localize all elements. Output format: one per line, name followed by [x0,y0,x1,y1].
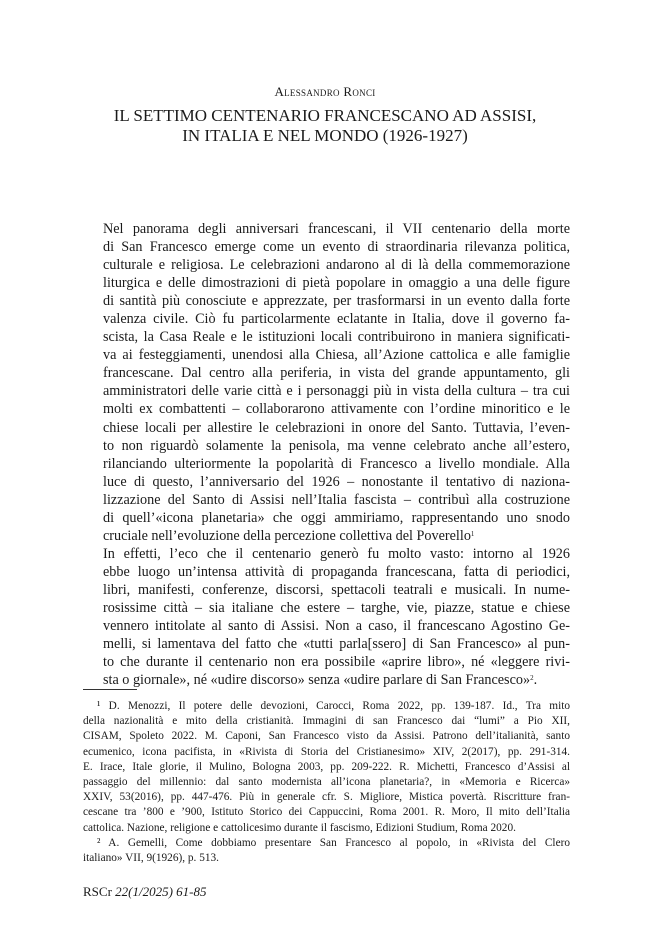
paragraph-line: scista, la Casa Reale e le istituzioni locali contribuirono in maniera significati- [103,329,570,346]
article-body [83,220,570,689]
title-line-1: IL SETTIMO CENTENARIO FRANCESCANO AD ASSISI, [113,106,537,125]
footnote-line: XXIV, 53(2016), pp. 447-476. Più in generale cfr. S. Migliore, Mistica povertà. Riscritture fran- [83,791,570,804]
paragraph-line: libri, manifesti, conferenze, discorsi, spettacoli teatrali e musicali. In nume- [103,581,570,598]
journal-abbrev: RSCr [83,884,112,899]
paragraph-line: molti ex combattenti – collaborarono attivamente con l’ordine minoritico e le [103,401,570,418]
article-title [60,106,590,146]
paragraph-line: rilanciando ulteriormente la popolarità di Francesco a livello mondiale. Alla [103,455,570,472]
paragraph-line: to che durante il centenario non era possibile «aprire libro», né «leggere rivi- [103,654,570,671]
paragraph-line: vennero intitolate al santo di Assisi. Non a caso, il francescano Agostino Ge- [103,618,570,635]
paragraph-line: amministratori delle varie città e i personaggi più in vista della cultura – tra cui [103,383,570,400]
paragraph-line: ebbe luogo un’intensa attività di propaganda francescana, fatta di periodici, [103,563,570,580]
footnote-line: ¹ D. Menozzi, Il potere delle devozioni, Carocci, Roma 2022, pp. 139-187. Id., Tra mito [97,700,570,712]
paragraph-line: di San Francesco emerge come un evento di straordinaria rilevanza politica, [103,239,570,256]
footnote-2 [83,836,570,866]
paragraph-line: Nel panorama degli anniversari francescani, il VII centenario della morte [103,221,570,237]
footnote-ref[interactable]: 2 [530,674,534,683]
paragraph-line: di santità più conosciute e apprezzate, per trasformarsi in un evento dalla forte [103,293,570,310]
footnotes [83,699,570,866]
paragraph-line: francescane. Dal centro alla periferia, in vista del grande appuntamento, gli [103,365,570,382]
paragraph-line: valenza civile. Ciò fu particolarmente eclatante in Italia, dove il governo fa- [103,311,570,328]
paragraph-2 [83,545,570,689]
paragraph-line: lizzazione del Santo di Assisi nell’Italia fascista – contribuì alla costruzione [103,491,570,508]
footnote-line: cattolica. Nazione, religione e cattolicesimo durante il fascismo, Edizioni Studium, Roma 2020. [83,821,516,834]
paragraph-line: rosissime città – sia italiane che estere – targhe, vie, piazze, statue e chiese [103,599,570,616]
paragraph-line: cruciale nell’evoluzione della percezione collettiva del Poverello$^1$ [103,527,475,544]
footnote-ref[interactable]: 1 [470,529,475,538]
author-name: Alessandro Ronci [274,84,376,99]
footnote-line: passaggio del millennio: dal santo modernista all’icona planetaria?, in «Memoria e Ricerca» [83,776,570,789]
footnote-line: italiano» VII, 9(1926), p. 513. [83,852,219,865]
paragraph-line: chiese locali per allestire le celebrazioni in onore del Santo. Tuttavia, l’even- [103,419,570,436]
paragraph-line: sta o giornale», né «udire discorso» senza «udire parlare di San Francesco»$^2$. [103,672,538,689]
paragraph-line: melli, si lamentava del fatto che «tutti parla[ssero] di San Francesco» al pun- [103,636,570,653]
footnote-divider [83,689,137,690]
footnote-line: della nazionalità e mito della cristianità. Immagini di san Francesco dai “lumi” a Pio XII, [83,715,570,728]
paragraph-line: di quell’«icona planetaria» che oggi ammiriamo, rappresentando uno snodo [103,509,570,526]
page-footer [83,884,207,900]
paragraph-line: In effetti, l’eco che il centenario generò fu molto vasto: intorno al 1926 [103,545,570,562]
title-line-2: IN ITALIA E NEL MONDO (1926-1927) [182,126,468,145]
paragraph-line: luce di questo, l’anniversario del 1926 – nonostante il tentativo di naziona- [103,473,570,490]
paragraph-line: culturale e religiosa. Le celebrazioni andarono al di là della commemorazione [103,257,570,274]
paragraph-1 [83,220,570,545]
issue-reference: 22(1/2025) 61-85 [115,884,207,899]
footnote-line: ² A. Gemelli, Come dobbiamo presentare San Francesco al popolo, in «Rivista del Clero [97,836,570,849]
footnote-line: CISAM, Spoleto 2022. M. Caponi, San Francesco visto da Assisi. Patrono dell’italianità, santo [83,730,570,743]
footnote-line: ecumenico, icona pacifista, in «Rivista di Storia del Cristianesimo» XIV, 2(2017), pp. 291-314. [83,745,570,758]
footnote-line: cescane tra ’800 e ’900, Istituto Storico dei Cappuccini, Roma 2001. R. Moro, Il mito dell’Italia [83,806,570,819]
paragraph-line: va ai festeggiamenti, unendosi alla Chiesa, all’Azione cattolica e alle famiglie [103,347,570,364]
paragraph-line: to non riguardò solamente la penisola, ma venne celebrato anche all’estero, [103,437,570,454]
footnote-line: E. Irace, Itale glorie, il Mulino, Bologna 2003, pp. 209-222. R. Michetti, Francesco d’Assisi al [83,760,570,773]
footnote-1 [83,699,570,836]
paragraph-line: liturgica e delle dimostrazioni di pietà popolare in omaggio a una delle figure [103,275,570,292]
